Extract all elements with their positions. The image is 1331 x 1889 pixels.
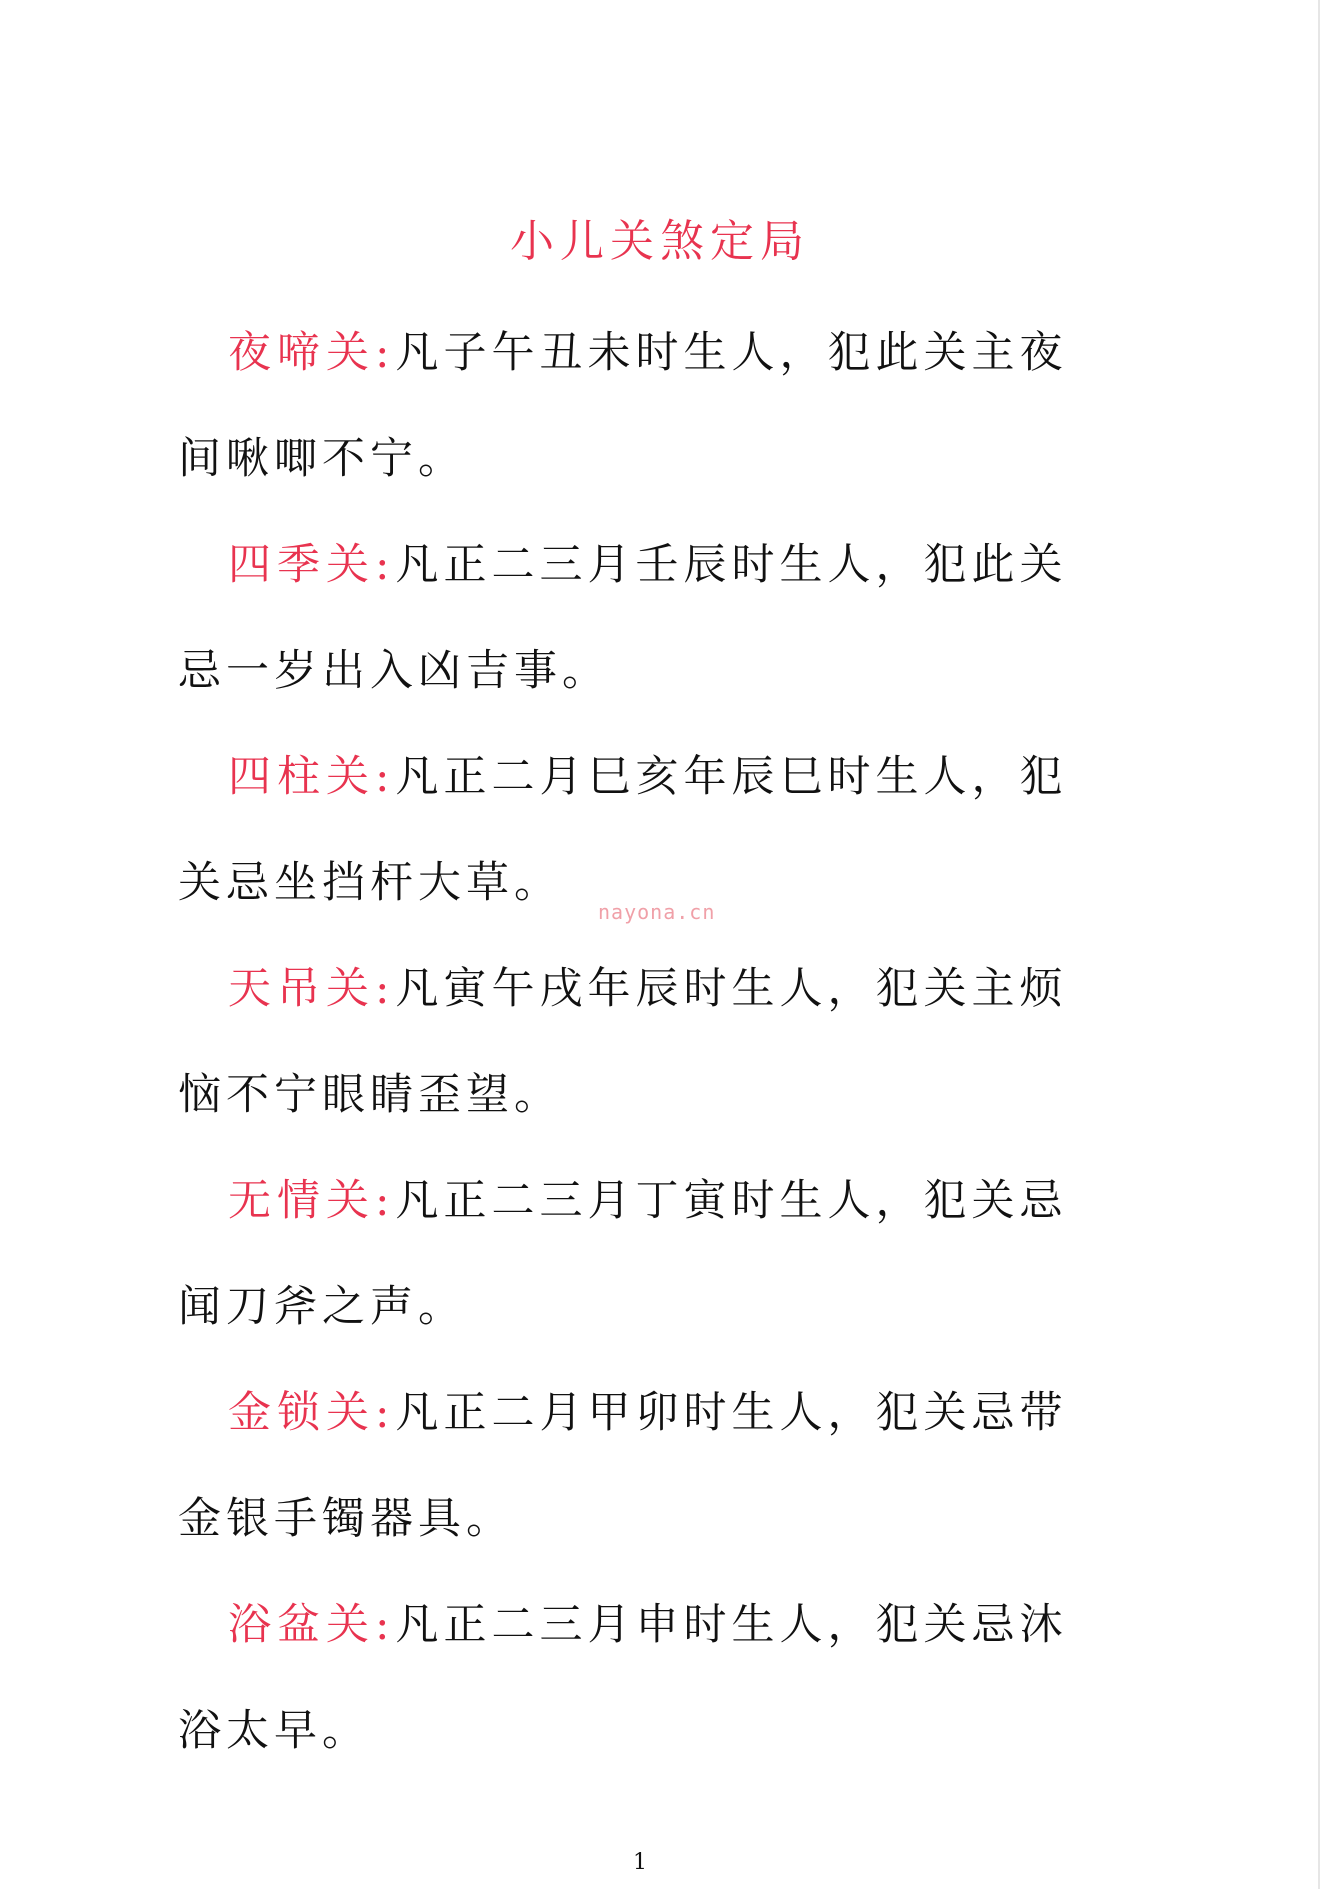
entry-paragraph [178, 1148, 1098, 1360]
entry-term: 夜啼关: [228, 328, 396, 378]
entry-text: 凡子午丑未时生人，犯此关主夜间啾唧不宁。 [178, 328, 1068, 484]
entry-term: 四柱关: [228, 752, 396, 802]
entry-text: 凡寅午戌年辰时生人，犯关主烦恼不宁眼睛歪望。 [178, 964, 1068, 1120]
entry-text: 凡正二三月壬辰时生人，犯此关忌一岁出入凶吉事。 [178, 540, 1068, 696]
entry-paragraph [178, 936, 1098, 1148]
entry-term: 浴盆关: [228, 1600, 396, 1650]
entry-paragraph [178, 300, 1098, 512]
entry-term: 天吊关: [228, 964, 396, 1014]
entry-term: 四季关: [228, 540, 396, 590]
entry-term: 金锁关: [228, 1388, 396, 1438]
entry-paragraph [178, 512, 1098, 724]
entry-text: 凡正二三月申时生人，犯关忌沐浴太早。 [178, 1600, 1068, 1756]
entry-paragraph [178, 1572, 1098, 1784]
page-number: 1 [633, 1850, 647, 1875]
entry-term: 无情关: [228, 1176, 396, 1226]
entry-paragraph [178, 1360, 1098, 1572]
entry-text: 凡正二三月丁寅时生人，犯关忌闻刀斧之声。 [178, 1176, 1068, 1332]
entry-text: 凡正二月甲卯时生人，犯关忌带金银手镯器具。 [178, 1388, 1068, 1544]
page-title: 小儿关煞定局 [510, 216, 810, 267]
entry-text: 凡正二月巳亥年辰巳时生人，犯关忌坐挡杆大草。 [178, 752, 1068, 908]
watermark: nayona.cn [598, 900, 716, 924]
